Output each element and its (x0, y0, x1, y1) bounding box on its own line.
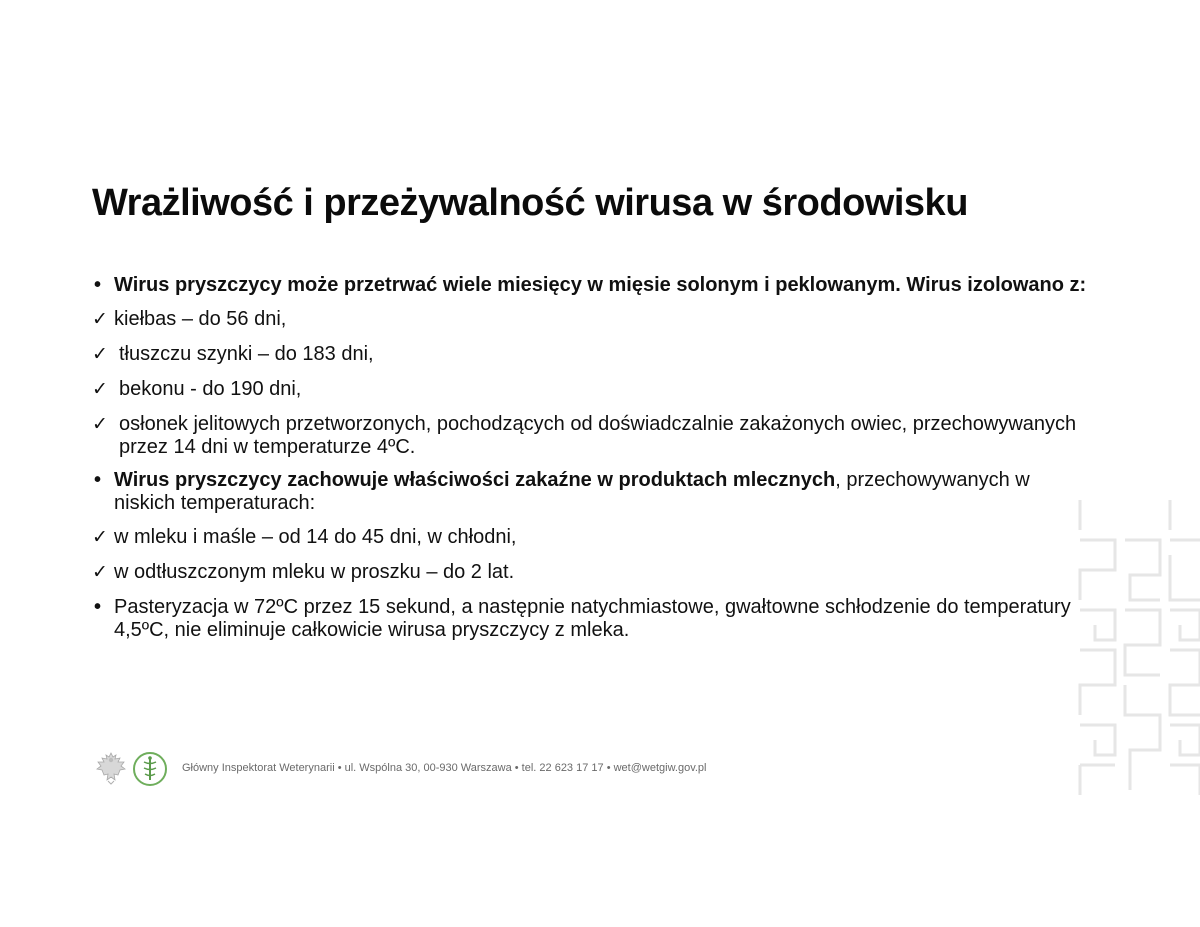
veterinary-caduceus-icon (132, 751, 168, 787)
bullet-text-2-rest: , przechowywanych w niskich temperaturach: (114, 469, 1030, 514)
checkmark-icon: ✓ (92, 378, 108, 400)
check-item-4 (92, 413, 1092, 459)
checkmark-icon: ✓ (92, 561, 108, 583)
check-text-6: w odtłuszczonym mleku w proszku – do 2 lat. (114, 561, 515, 583)
check-item-2 (92, 343, 1092, 366)
footer-contact-text: Główny Inspektorat Weterynarii • ul. Wspólna 30, 00-930 Warszawa • tel. 22 623 17 17 • wet@wetgiw.gov.pl (182, 762, 707, 774)
bullet-text-2 (114, 469, 1092, 515)
bullet-text-1: Wirus pryszczycy może przetrwać wiele miesięcy w mięsie solonym i peklowanym. Wirus izolowano z: (114, 274, 1087, 296)
bullet-item-2 (92, 469, 1092, 515)
check-item-3 (92, 378, 1092, 401)
check-text-1: kiełbas – do 56 dni, (114, 308, 287, 330)
checkmark-icon: ✓ (92, 343, 108, 365)
check-text-3: bekonu - do 190 dni, (119, 378, 302, 400)
bullet-text-2-bold: Wirus pryszczycy zachowuje właściwości zakaźne w produktach mlecznych (114, 469, 836, 491)
slide-title: Wrażliwość i przeżywalność wirusa w środowisku (92, 182, 968, 224)
checkmark-icon: ✓ (92, 526, 108, 548)
check-item-6 (92, 561, 1092, 584)
checkmark-icon: ✓ (92, 308, 108, 330)
check-item-5 (92, 526, 1092, 549)
bullet-item-1 (92, 274, 1092, 297)
decorative-pattern (1075, 500, 1200, 795)
bullet-marker: • (94, 274, 102, 296)
bullet-text-3: Pasteryzacja w 72ºC przez 15 sekund, a następnie natychmiastowe, gwałtowne schłodzenie do temperatury 4,5ºC, nie eliminuje całkowicie wirusa pryszczycy z mleka. (114, 596, 1071, 641)
bullet-marker: • (94, 469, 102, 491)
check-item-1 (92, 308, 1092, 331)
check-text-2: tłuszczu szynki – do 183 dni, (119, 343, 374, 365)
check-text-5: w mleku i maśle – od 14 do 45 dni, w chłodni, (114, 526, 517, 548)
checkmark-icon: ✓ (92, 413, 108, 435)
bullet-marker: • (94, 596, 102, 618)
bullet-item-3 (92, 596, 1092, 642)
check-text-4: osłonek jelitowych przetworzonych, pochodzących od doświadczalnie zakażonych owiec, przechowywanych przez 14 dni w temperaturze 4ºC. (119, 413, 1077, 458)
polish-eagle-icon (94, 750, 128, 786)
